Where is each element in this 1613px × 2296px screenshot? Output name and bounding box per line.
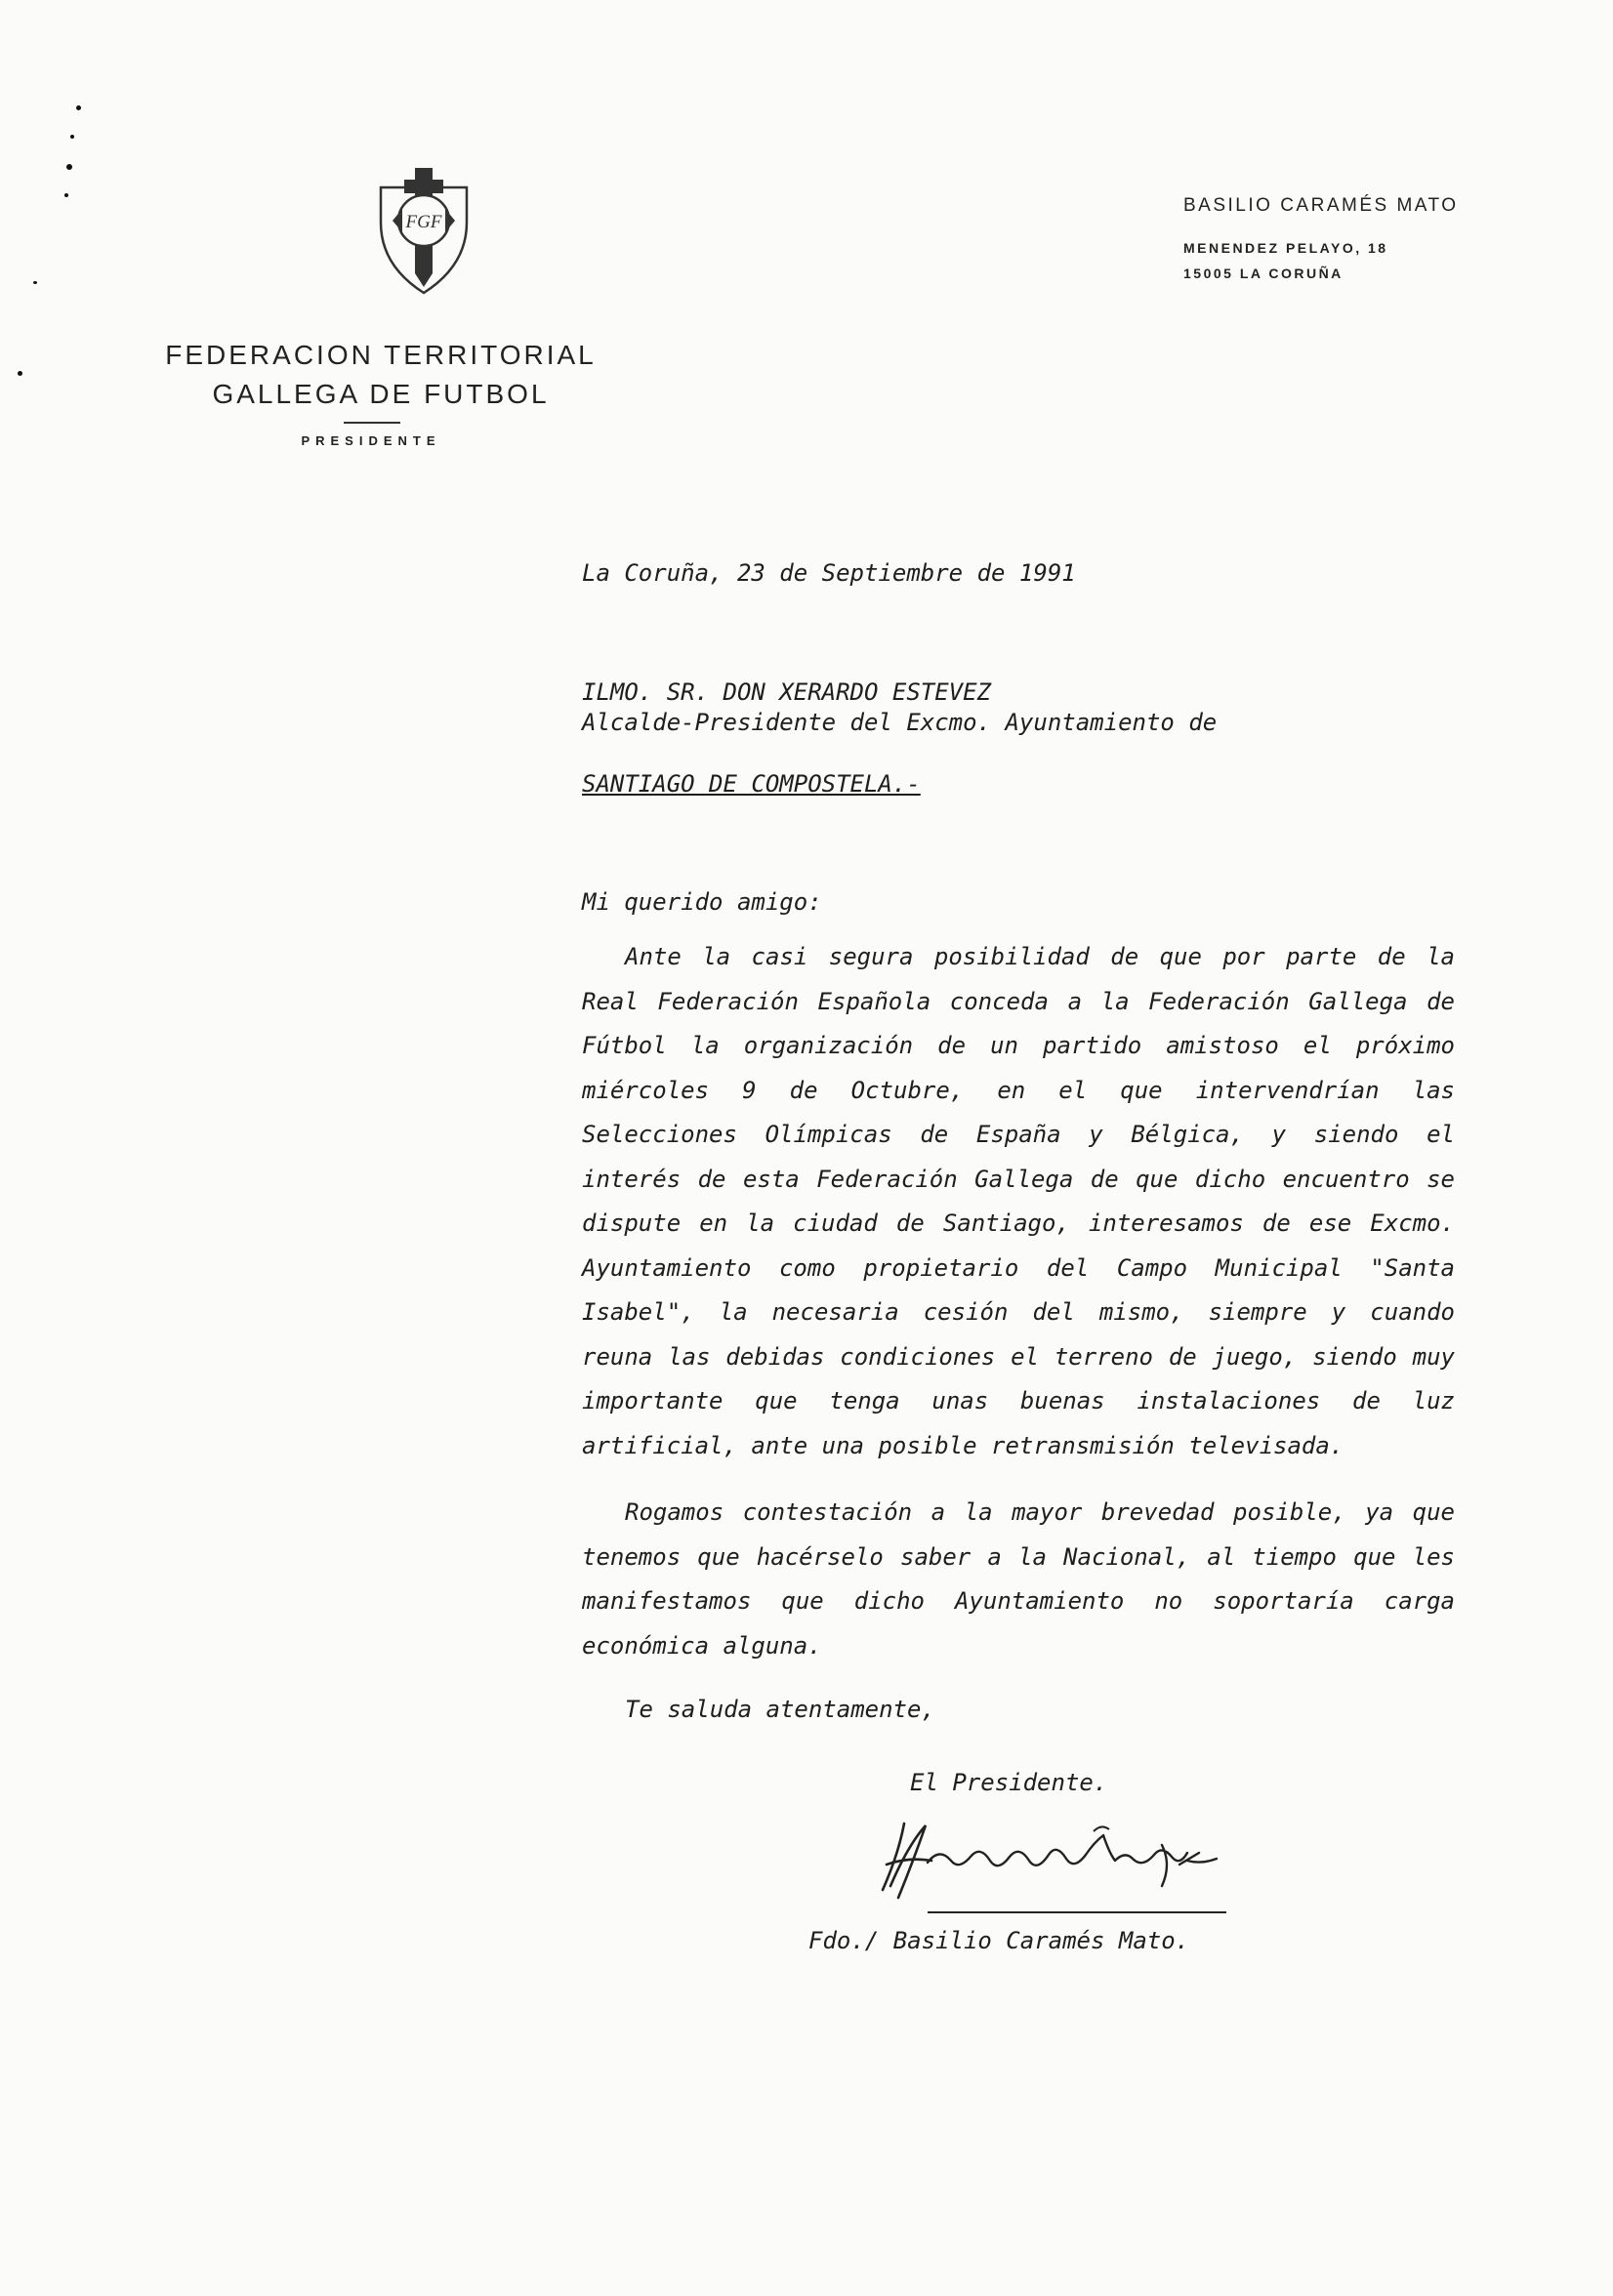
page-speck bbox=[18, 371, 22, 376]
handwritten-signature bbox=[869, 1796, 1279, 1913]
federation-name bbox=[156, 336, 605, 414]
recipient-name: ILMO. SR. DON XERARDO ESTEVEZ bbox=[582, 678, 992, 706]
recipient-city: SANTIAGO DE COMPOSTELA.- bbox=[582, 770, 921, 798]
letterhead-role: PRESIDENTE bbox=[301, 433, 441, 448]
letter-date: La Coruña, 23 de Septiembre de 1991 bbox=[582, 559, 1076, 587]
letter-closing: Te saluda atentamente, bbox=[625, 1696, 935, 1723]
page-speck bbox=[76, 105, 81, 110]
signatory-title: El Presidente. bbox=[910, 1769, 1108, 1796]
letter-greeting: Mi querido amigo: bbox=[582, 888, 822, 916]
letter-paragraph-2: Rogamos contestación a la mayor brevedad posible, ya que tenemos que hacérselo saber a la Nacional, al tiempo que les manifestamos que dicho Ayuntamiento no soportaría carga económica alguna. bbox=[582, 1498, 1455, 1660]
recipient-title: Alcalde-Presidente del Excmo. Ayuntamiento de bbox=[582, 709, 1218, 736]
signed-by: Fdo./ Basilio Caramés Mato. bbox=[808, 1927, 1190, 1954]
letterhead-divider bbox=[344, 422, 400, 424]
page-speck bbox=[66, 164, 72, 170]
sender-city: 15005 LA CORUÑA bbox=[1183, 266, 1344, 281]
sender-street: MENENDEZ PELAYO, 18 bbox=[1183, 240, 1388, 256]
federation-crest-logo bbox=[375, 164, 473, 297]
crest-letters: FGF bbox=[405, 212, 442, 232]
page-speck bbox=[64, 193, 68, 197]
letter-paragraph-1: Ante la casi segura posibilidad de que por parte de la Real Federación Española conceda a la Federación Gallega de Fútbol la organización de un partido amistoso el próximo miércoles 9 de Octubre, en el que intervendrían las Selecciones Olímpicas de España y Bélgica, y siendo el interés de esta Federación Gallega de que dicho encuentro se dispute en la ciudad de Santiago, interesamos de ese Excmo. Ayuntamiento como propietario del Campo Municipal "Santa Isabel", la necesaria cesión del mismo, siempre y cuando reuna las debidas condiciones el terreno de juego, siendo muy importante que tenga unas buenas instalaciones de luz artificial, ante una posible retransmisión televisada. bbox=[582, 943, 1455, 1459]
sender-name: BASILIO CARAMÉS MATO bbox=[1183, 195, 1459, 216]
federation-name-line1: FEDERACION TERRITORIAL bbox=[165, 340, 597, 370]
page-speck bbox=[33, 281, 37, 284]
federation-name-line2: GALLEGA DE FUTBOL bbox=[212, 379, 550, 409]
signature-line bbox=[928, 1911, 1226, 1913]
page-speck bbox=[70, 135, 74, 139]
